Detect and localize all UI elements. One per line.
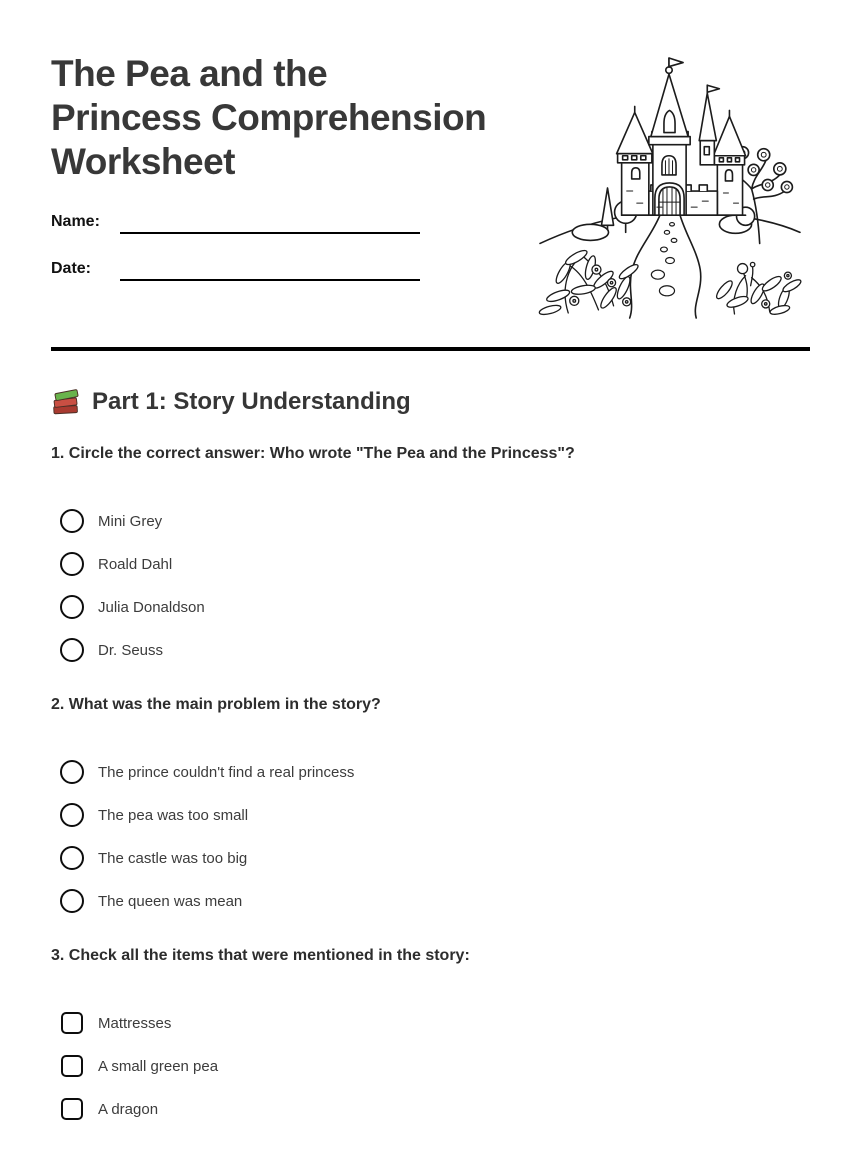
part1-heading (51, 387, 810, 416)
name-input-line[interactable] (120, 212, 420, 234)
books-stack-icon (51, 387, 81, 416)
date-label: Date: (51, 260, 92, 277)
checkbox-option[interactable] (60, 1011, 810, 1035)
option-label: The pea was too small (98, 806, 249, 824)
radio-button[interactable] (60, 552, 84, 576)
radio-button[interactable] (60, 889, 84, 913)
title-line-1: The Pea and the (51, 53, 328, 94)
option-label: Julia Donaldson (98, 598, 205, 616)
option-label: The castle was too big (98, 849, 248, 867)
question-2-text: 2. What was the main problem in the story? (51, 696, 381, 713)
checkbox-option[interactable] (60, 1054, 810, 1078)
date-input-line[interactable] (120, 259, 420, 281)
radio-button[interactable] (60, 760, 84, 784)
castle-illustration (538, 56, 802, 320)
radio-option[interactable] (60, 889, 810, 913)
radio-button[interactable] (60, 509, 84, 533)
question-3-options (51, 1011, 810, 1121)
section-divider (51, 347, 810, 351)
checkbox[interactable] (61, 1012, 83, 1034)
radio-button[interactable] (60, 638, 84, 662)
radio-option[interactable] (60, 846, 810, 870)
radio-option[interactable] (60, 552, 810, 576)
question-1-text: 1. Circle the correct answer: Who wrote "The Pea and the Princess"? (51, 445, 575, 462)
option-label: Mini Grey (98, 512, 163, 530)
radio-button[interactable] (60, 803, 84, 827)
radio-option[interactable] (60, 803, 810, 827)
radio-button[interactable] (60, 846, 84, 870)
radio-option[interactable] (60, 509, 810, 533)
title-line-3: Worksheet (51, 141, 235, 182)
castle-line-art (538, 56, 802, 320)
question-3-text: 3. Check all the items that were mentioned in the story: (51, 947, 470, 964)
radio-option[interactable] (60, 760, 810, 784)
radio-button[interactable] (60, 595, 84, 619)
checkbox[interactable] (61, 1055, 83, 1077)
page-title (51, 0, 551, 184)
option-label: Dr. Seuss (98, 641, 164, 659)
checkbox-option[interactable] (60, 1097, 810, 1121)
option-label: Roald Dahl (98, 555, 173, 573)
part1-heading-text: Part 1: Story Understanding (92, 387, 411, 415)
checkbox[interactable] (61, 1098, 83, 1120)
name-label: Name: (51, 213, 100, 230)
option-label: The prince couldn't find a real princess (98, 763, 355, 781)
radio-option[interactable] (60, 595, 810, 619)
title-line-2: Princess Comprehension (51, 97, 487, 138)
question-1-options (51, 509, 810, 662)
option-label: A dragon (98, 1100, 159, 1118)
option-label: A small green pea (98, 1057, 219, 1075)
radio-option[interactable] (60, 638, 810, 662)
question-2-options (51, 760, 810, 913)
option-label: Mattresses (98, 1014, 172, 1032)
option-label: The queen was mean (98, 892, 243, 910)
